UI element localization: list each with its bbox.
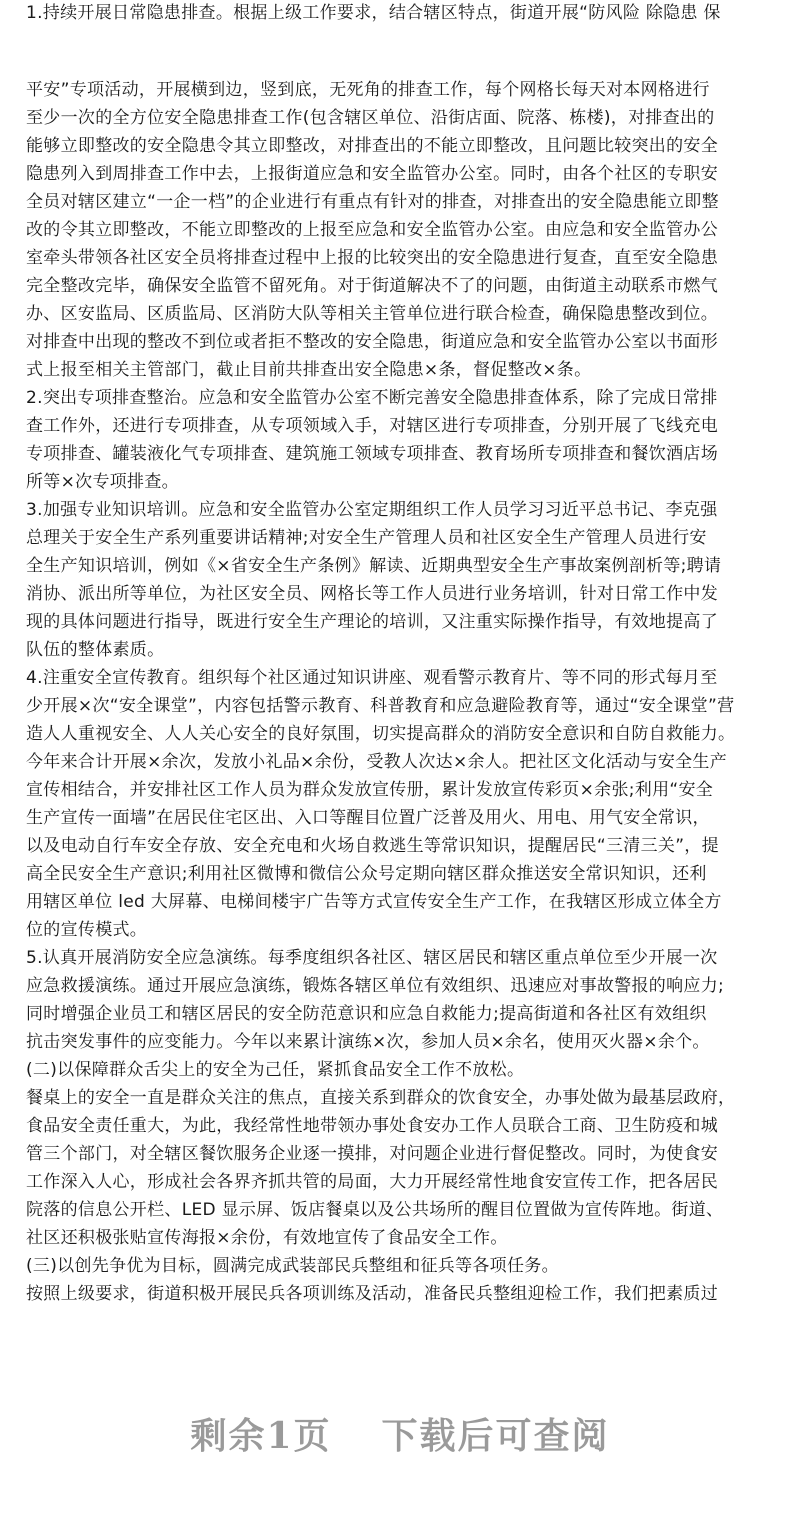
text-line: 宣传相结合，并安排社区工作人员为群众发放宣传册，累计发放宣传彩页×余张;利用“安全: [26, 780, 714, 800]
text-line: 所等×次专项排查。: [26, 472, 179, 492]
text-line: 4.注重安全宣传教育。组织每个社区通过知识讲座、观看警示教育片、等不同的形式每月至: [26, 668, 718, 688]
text-line: 隐患列入到周排查工作中去，上报街道应急和安全监管办公室。同时，由各个社区的专职安: [26, 164, 718, 184]
text-line: 造人人重视安全、人人关心安全的良好氛围，切实提高群众的消防安全意识和自防自救能力。: [26, 724, 736, 744]
text-line: 式上报至相关主管部门，截止目前共排查出安全隐患×条，督促整改×条。: [26, 360, 592, 380]
text-line: (二)以保障群众舌尖上的安全为己任，紧抓食品安全工作不放松。: [26, 1060, 525, 1080]
text-line: 现的具体问题进行指导，既进行安全生产理论的培训，又注重实际操作指导，有效地提高了: [26, 612, 718, 632]
text-line: 应急救援演练。通过开展应急演练，锻炼各辖区单位有效组织、迅速应对事故警报的响应力;: [26, 976, 725, 996]
text-line: 消协、派出所等单位，为社区安全员、网格长等工作人员进行业务培训，针对日常工作中发: [26, 584, 718, 604]
text-line: 总理关于安全生产系列重要讲话精神;对安全生产管理人员和社区安全生产管理人员进行安: [26, 528, 707, 548]
text-line: 队伍的整体素质。: [26, 640, 165, 660]
text-line: 按照上级要求，街道积极开展民兵各项训练及活动，准备民兵整组迎检工作，我们把素质过: [26, 1284, 718, 1304]
text-line: 改的令其立即整改，不能立即整改的上报至应急和安全监管办公室。由应急和安全监管办公: [26, 220, 718, 240]
text-line: 管三个部门，对全辖区餐饮服务企业逐一摸排，对问题企业进行督促整改。同时，为使食安: [26, 1144, 718, 1164]
text-line: 高全民安全生产意识;利用社区微博和微信公众号定期向辖区群众推送安全常识知识，还利: [26, 864, 707, 884]
text-line: 全生产知识培训，例如《×省安全生产条例》解读、近期典型安全生产事故案例剖析等;聘请: [26, 556, 722, 576]
text-line: 5.认真开展消防安全应急演练。每季度组织各社区、辖区居民和辖区重点单位至少开展一次: [26, 948, 718, 968]
text-line: 室牵头带领各社区安全员将排查过程中上报的比较突出的安全隐患进行复查，直至安全隐患: [26, 248, 718, 268]
text-line: 1.持续开展日常隐患排查。根据上级工作要求，结合辖区特点，街道开展“防风险 除隐患 保: [26, 3, 721, 23]
text-line: 全员对辖区建立“一企一档”的企业进行有重点有针对的排查，对排查出的安全隐患能立即整: [26, 192, 719, 212]
text-line: 查工作外，还进行专项排查，从专项领域入手，对辖区进行专项排查，分别开展了飞线充电: [26, 416, 718, 436]
text-line: 位的宣传模式。: [26, 920, 148, 940]
text-line: 社区还积极张贴宣传海报×余份，有效地宣传了食品安全工作。: [26, 1228, 508, 1248]
text-line: 完全整改完毕，确保安全监管不留死角。对于街道解决不了的问题，由街道主动联系市燃气: [26, 276, 718, 296]
text-line: 以及电动自行车安全存放、安全充电和火场自救逃生等常识知识，提醒居民“三清三关”，提: [26, 836, 719, 856]
text-line: 同时增强企业员工和辖区居民的安全防范意识和应急自救能力;提高街道和各社区有效组织: [26, 1004, 707, 1024]
text-line: 办、区安监局、区质监局、区消防大队等相关主管单位进行联合检查，确保隐患整改到位。: [26, 304, 718, 324]
text-line: 专项排查、罐装液化气专项排查、建筑施工领域专项排查、教育场所专项排查和餐饮酒店场: [26, 444, 718, 464]
text-line: 对排查中出现的整改不到位或者拒不整改的安全隐患，街道应急和安全监管办公室以书面形: [26, 332, 718, 352]
text-line: 3.加强专业知识培训。应急和安全监管办公室定期组织工作人员学习习近平总书记、李克强: [26, 500, 718, 520]
text-line: 生产宣传一面墙”在居民住宅区出、入口等醒目位置广泛普及用火、用电、用气安全常识，: [26, 808, 710, 828]
text-line: 少开展×次“安全课堂”，内容包括警示教育、科普教育和应急避险教育等，通过“安全课堂”营: [26, 696, 735, 716]
text-line: (三)以创先争优为目标，圆满完成武装部民兵整组和征兵等各项任务。: [26, 1256, 559, 1276]
text-line: 今年来合计开展×余次，发放小礼品×余份，受教人次达×余人。把社区文化活动与安全生产: [26, 752, 728, 772]
text-line: 院落的信息公开栏、LED 显示屏、饭店餐桌以及公共场所的醒目位置做为宣传阵地。街道、: [26, 1200, 724, 1220]
text-line: 餐桌上的安全一直是群众关注的焦点，直接关系到群众的饮食安全，办事处做为最基层政府，: [26, 1088, 736, 1108]
text-line: 平安”专项活动，开展横到边，竖到底，无死角的排查工作，每个网格长每天对本网格进行: [26, 80, 710, 100]
remaining-pages-label: 剩余1页: [190, 1415, 332, 1457]
text-line: 食品安全责任重大，为此，我经常性地带领办事处食安办工作人员联合工商、卫生防疫和城: [26, 1116, 718, 1136]
download-prompt[interactable]: [0, 1408, 800, 1459]
text-line: 工作深入人心，形成社会各界齐抓共管的局面，大力开展经常性地食安宣传工作，把各居民: [26, 1172, 718, 1192]
text-line: 抗击突发事件的应变能力。今年以来累计演练×次，参加人员×余名，使用灭火器×余个。: [26, 1032, 710, 1052]
text-line: 2.突出专项排查整治。应急和安全监管办公室不断完善安全隐患排查体系，除了完成日常排: [26, 388, 718, 408]
text-line: 能够立即整改的安全隐患令其立即整改，对排查出的不能立即整改，且问题比较突出的安全: [26, 136, 718, 156]
text-line: 用辖区单位 led 大屏幕、电梯间楼宇广告等方式宣传安全生产工作，在我辖区形成立体全方: [26, 892, 722, 912]
download-to-view-label: 下载后可查阅: [381, 1415, 610, 1457]
text-line: 至少一次的全方位安全隐患排查工作(包含辖区单位、沿街店面、院落、栋楼)，对排查出的: [26, 108, 715, 128]
